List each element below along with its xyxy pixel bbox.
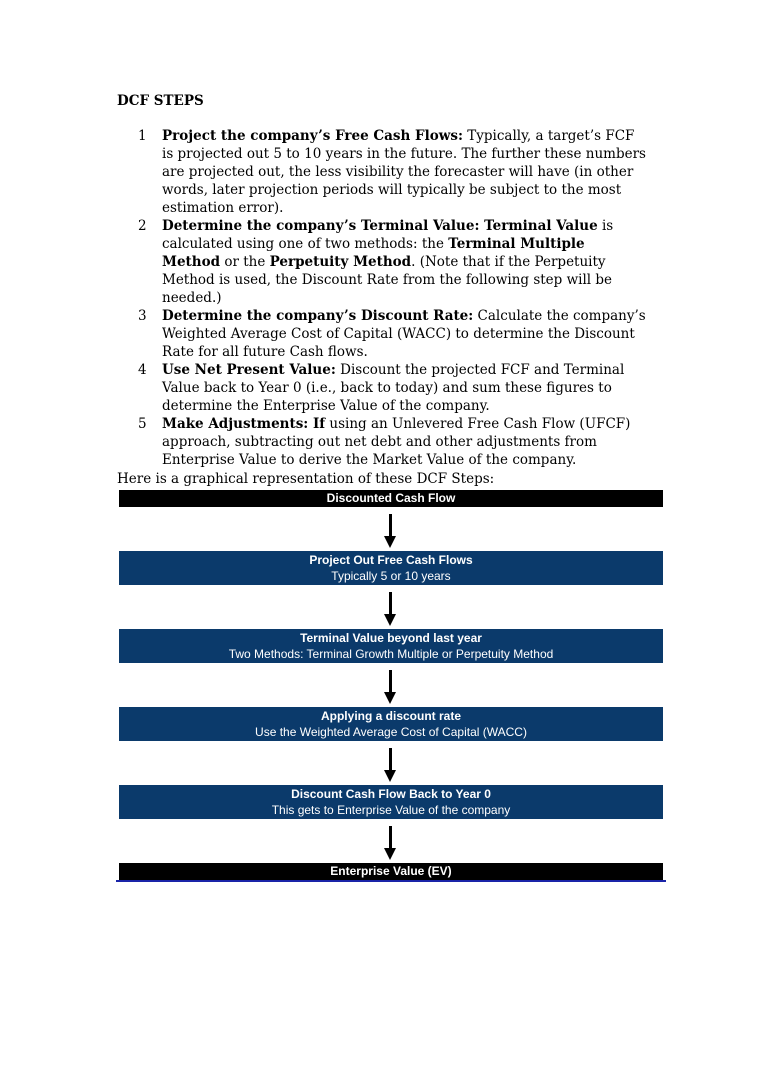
step-number: 3 (138, 308, 147, 324)
flow-box-discount-rate (119, 707, 663, 741)
step-number: 2 (138, 218, 147, 234)
step-title: Determine the company’s Discount Rate: (162, 308, 474, 324)
list-item (117, 361, 647, 415)
step-number: 5 (138, 416, 147, 432)
down-arrow-icon (119, 585, 663, 629)
flow-box-subtitle: This gets to Enterprise Value of the company (271, 803, 511, 817)
step-text: Typically, a target’s FCF is projected out 5 to 10 years in the future. The further these numbers are projected out, the less visibility the forecaster will have (in other words, later projection periods will typically be subject to the most estimation error). (162, 128, 646, 216)
step-number: 1 (138, 128, 147, 144)
step-title: Project the company’s Free Cash Flows: (162, 128, 463, 144)
flow-box-project-fcf (119, 551, 663, 585)
flow-box-subtitle: Use the Weighted Average Cost of Capital (WACC) (255, 725, 527, 739)
list-item (117, 217, 647, 307)
flow-box-title: Project Out Free Cash Flows (309, 553, 473, 567)
list-item (117, 307, 647, 361)
list-item (117, 127, 647, 217)
flow-box-discount-cash-flow (119, 785, 663, 819)
step-text: Discount the projected FCF and Terminal Value back to Year 0 (i.e., back to today) and sum these figures to determine the Enterprise Value of the company. (162, 362, 625, 414)
flow-box-title: Terminal Value beyond last year (300, 631, 482, 645)
flow-box-title: Applying a discount rate (320, 709, 461, 723)
flow-box-title: Discount Cash Flow Back to Year 0 (291, 787, 491, 801)
dcf-steps-list (117, 127, 647, 469)
flow-top-bar: Discounted Cash Flow (119, 490, 663, 507)
step-text: or the (220, 254, 270, 270)
flow-box-terminal-value (119, 629, 663, 663)
flow-bottom-bar: Enterprise Value (EV) (119, 863, 663, 880)
list-item (117, 415, 647, 469)
step-text: . (Note that if the Perpetuity Method is used, the Discount Rate from the following step will be needed.) (162, 254, 613, 306)
step-number: 4 (138, 362, 147, 378)
dcf-flow-diagram (119, 490, 663, 880)
step-bold-term: Terminal Multiple Method (162, 236, 585, 270)
step-text: Calculate the company’s Weighted Average Cost of Capital (WACC) to determine the Discount Rate for all future Cash flows. (162, 308, 646, 360)
flow-box-subtitle: Typically 5 or 10 years (331, 569, 451, 583)
down-arrow-icon (119, 663, 663, 707)
down-arrow-icon (119, 819, 663, 863)
step-title: Determine the company’s Terminal Value: Terminal Value (162, 218, 598, 234)
diagram-intro: Here is a graphical representation of these DCF Steps: (117, 471, 495, 487)
step-text: is calculated using one of two methods: the (162, 218, 614, 252)
step-title: Make Adjustments: If (162, 416, 326, 432)
down-arrow-icon (119, 741, 663, 785)
step-text: using an Unlevered Free Cash Flow (UFCF) approach, subtracting out net debt and other adjustments from Enterprise Value to derive the Market Value of the company. (162, 416, 631, 468)
flow-box-subtitle: Two Methods: Terminal Growth Multiple or Perpetuity Method (228, 647, 554, 661)
step-bold-term: Perpetuity Method (269, 254, 412, 270)
document-heading: DCF STEPS (117, 93, 204, 109)
down-arrow-icon (119, 507, 663, 551)
step-title: Use Net Present Value: (162, 362, 336, 378)
horizontal-rule (116, 880, 666, 882)
